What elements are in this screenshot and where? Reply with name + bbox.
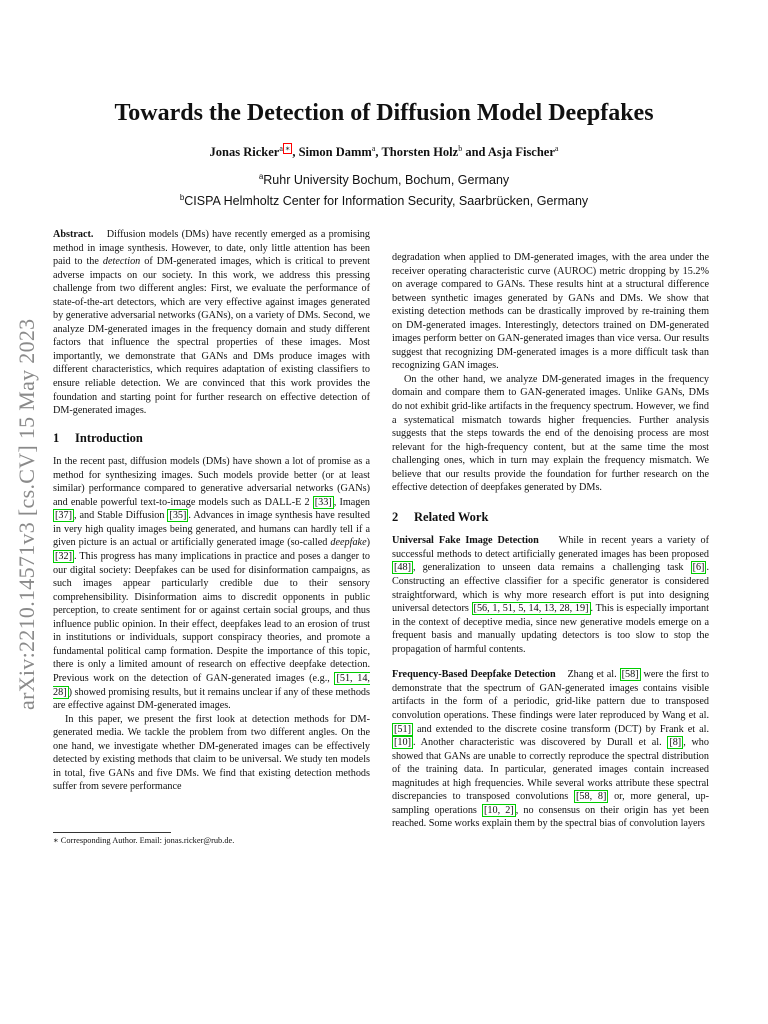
paragraph-text: or, more general, up-sampling operations (392, 791, 709, 816)
section-heading-introduction (53, 432, 370, 446)
citation-link[interactable]: [37] (55, 510, 72, 522)
author-name: Thorsten Holz (381, 145, 459, 160)
paragraph-text: . Constructing an effective classifier for a specific generator is considered straightforward, which is why more research effort is put into designing universal detectors (392, 562, 709, 615)
paragraph-text: . Another characteristic was discovered by Durall et al. (412, 737, 668, 749)
paragraph-text: , and Stable Diffusion (73, 510, 168, 522)
abstract-label: Abstract. (53, 229, 94, 240)
paragraph-gap (392, 656, 709, 668)
citation-link[interactable]: [51, 14, 28] (53, 672, 370, 698)
affiliation-mark: a (279, 144, 283, 153)
paragraph-text: , who showed that GANs are unable to correctly reproduce the spectral distribution of the training data. In particular, generated images contain increased magnitudes at high frequencies. While several works attribute these spectral discrepancies to transposed convolutions (392, 737, 709, 803)
paragraph-text: , generalization to unseen data remains a challenging task (412, 562, 691, 574)
author-name: Jonas Ricker (209, 145, 280, 160)
author-name: Asja Fischer (487, 145, 555, 160)
right-column (392, 251, 709, 831)
author-separator: , (375, 145, 382, 160)
paragraph-text: , Imagen (333, 496, 370, 508)
affiliation-mark: a (554, 144, 559, 153)
author-separator: , (292, 145, 299, 160)
paper-title: Towards the Detection of Diffusion Model Deepfakes (114, 100, 654, 126)
affiliation-a (0, 168, 768, 189)
paragraph-text: were the first to demonstrate that the spectrum of GAN-generated images contains visible artifacts in the form of a periodic, grid-like pattern due to transposed convolution operations. These findings were later reproduced by Wang et al. (392, 669, 710, 721)
paragraph-text: Zhang et al. (567, 669, 620, 681)
citation-link[interactable]: [58, 8] (575, 791, 607, 803)
citation-link[interactable]: [48] (394, 562, 411, 574)
citation-link[interactable]: [10] (394, 737, 411, 749)
related-paragraph (392, 534, 709, 656)
abstract-text: Diffusion models (DMs) have recently emerged as a promising method in image synthesis. However, to date, only little attention has been paid to the (53, 229, 370, 268)
paragraph-heading: Frequency-Based Deepfake Detection (392, 669, 556, 681)
abstract-emphasis: detection (102, 256, 141, 268)
paragraph-text: ) (366, 537, 370, 549)
intro-paragraph: On the other hand, we analyze DM-generated images in the frequency domain and compare them to GAN-generated images. Unlike GANs, DMs do not exhibit grid-like artifacts in the frequency spectrum. However, we find a systematical mismatch towards higher frequencies. Further analysis suggests that the steps towards the end of the denoising process are most relevant for the high-frequency content, but at the same time the most challenging ones, which in turn may explain the frequency mismatch. We believe that our results provide the foundation for further research on the effective detection of deepfakes generated by DMs. (392, 373, 709, 494)
citation-link[interactable]: [33] (314, 496, 332, 508)
paragraph-text: , no consensus on their origin has yet been reached. Some works explain them by the spectral bias of convolution layers (392, 804, 709, 830)
intro-paragraph: In this paper, we present the first look at detection methods for DM-generated media. We tackle the problem from two different angles. On the one hand, we investigate whether DM-generated images can be effectively detected by existing methods that claim to be universal. We study ten models in total, five GANs and five DMs. We find that existing detection methods suffer from severe performance (53, 713, 370, 793)
related-paragraph (392, 668, 709, 831)
author-name: Simon Damm (298, 145, 372, 160)
section-number: 1 (53, 430, 60, 445)
paragraph-text: In the recent past, diffusion models (DMs) have shown a lot of promise as a method for synthesizing images. Such models provide better (or at least similar) performance compared to generative adversarial networks (GANs) and enable powerful text-to-image models such as DALL-E 2 (53, 456, 370, 508)
emphasis-text: deepfake (330, 537, 367, 549)
paragraph-heading: Universal Fake Image Detection (392, 535, 539, 547)
left-column (53, 228, 370, 794)
arxiv-identifier: arXiv:2210.14571v3 [cs.CV] 15 May 2023 (14, 318, 39, 710)
intro-paragraph: degradation when applied to DM-generated images, with the area under the receiver operating characteristic curve (AUROC) metric dropping by 15.2% on average compared to GANs. These results hint at a structural difference between synthetic images generated by GANs and DMs. We show that existing detection methods can be drastically improved by re-training them on DM-generated images. Interestingly, detectors trained on DM-generated images perform better on GAN-generated images than vice versa. Our results suggest that recognizing DM-generated images is a more difficult task than recognizing GAN images. (392, 252, 709, 372)
citation-link[interactable]: [10, 2] (484, 804, 514, 816)
section-heading-related-work (392, 511, 709, 525)
section-number: 2 (392, 509, 399, 524)
citation-link[interactable]: [8] (669, 737, 682, 749)
affiliation-mark: a (258, 172, 264, 181)
affiliation-text: Ruhr University Bochum, Bochum, Germany (263, 173, 510, 188)
paragraph-text: . Advances in image synthesis have resulted in very high quality images being generated, and humans can hardly tell if a given picture is an actual or artificially generated image (so-called (53, 510, 370, 549)
abstract-text: of DM-generated images, which is critical to prevent adverse impacts on our society. In this work, we address this pressing challenge from two different angles: First, we evaluate the performance of state-of-the-art detectors, which are very effective against images generated by generative adversarial networks (GANs), on a variety of DMs. Second, we analyze DM-generated images in the frequency domain and study different factors that influence the spectral properties of these images. Most importantly, we demonstrate that GANs and DMs produce images with different characteristics, which requires adaptation of existing classifiers to ensure reliable detection. We are convinced that this work provides the foundation and starting point for further research on effective detection of DM-generated images. (53, 256, 370, 417)
citation-link[interactable]: [51] (394, 723, 411, 735)
corresponding-author-link[interactable]: ∗ (284, 144, 291, 153)
footnote: ∗ Corresponding Author. Email: jonas.ricker@rub.de. (53, 836, 235, 845)
paragraph-text: . This progress has many implications in practice and poses a danger to our digital society: Deepfakes can be used for disinformation campaigns, as such images appear particularly credible due to their sensory comprehensibility. Disinformation aims to discredit opponents in public perception, to create sentiment for or against certain social groups, and thus influence public opinion. In their effect, deepfakes lead to an erosion of trust in institutions or individuals, support conspiracy theories, and promote a fundamental political camp formation. Despite the importance of this topic, there is only a limited amount of research on effective deepfake detection. Previous work on the detection of GAN-generated images (e.g., (53, 551, 370, 684)
author-separator: and (462, 145, 488, 160)
footnote-rule (53, 832, 171, 833)
citation-link[interactable]: [6] (692, 562, 705, 574)
affiliation-mark: b (179, 193, 185, 203)
author-list (0, 144, 768, 160)
citation-link[interactable]: [56, 1, 51, 5, 14, 13, 28, 19] (473, 603, 589, 615)
affiliation-mark: a (371, 144, 376, 153)
citation-link[interactable]: [32] (55, 551, 72, 563)
abstract (53, 228, 370, 418)
paragraph-text: and extended to the discrete cosine transform (DCT) by Frank et al. (412, 723, 709, 735)
section-title: Related Work (414, 509, 489, 524)
section-title: Introduction (75, 430, 143, 445)
affiliation-mark: b (458, 144, 463, 153)
affiliation-text: CISPA Helmholtz Center for Information Security, Saarbrücken, Germany (184, 194, 589, 209)
citation-link[interactable]: [35] (169, 510, 187, 522)
affiliation-b (0, 189, 768, 210)
paragraph-text: While in recent years a variety of successful methods to detect artificially generated images has been proposed (392, 535, 710, 560)
paragraph-text: ) showed promising results, but it remains unclear if any of these methods are effective against DM-generated images. (53, 686, 370, 712)
affiliations (0, 168, 768, 210)
paragraph-text: . This is especially important in the context of deceptive media, since new generative models emerge on a frequent basis and manually updating detectors is too slow to stop the propagation of harmful contents. (392, 603, 709, 655)
intro-paragraph (53, 455, 370, 712)
citation-link[interactable]: [58] (621, 669, 639, 681)
